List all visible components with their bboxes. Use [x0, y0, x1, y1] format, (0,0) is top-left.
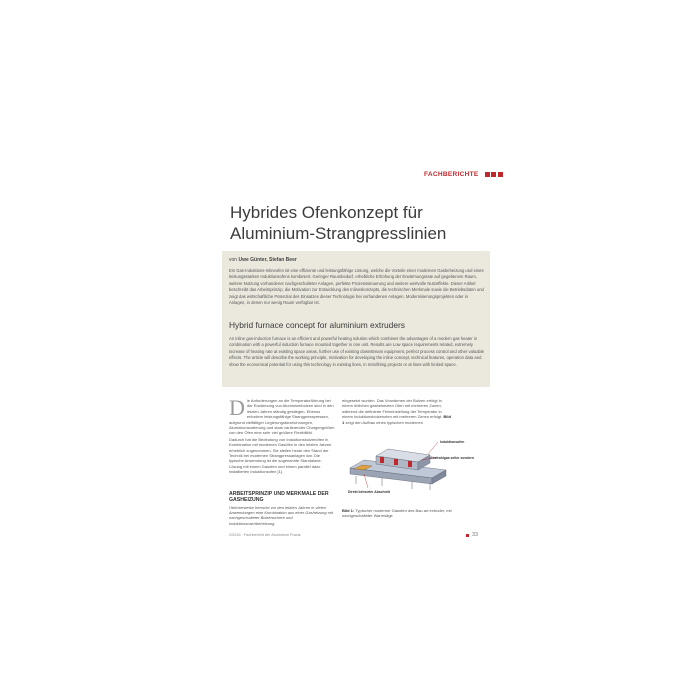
section-tag	[424, 171, 503, 178]
body-column-right	[342, 398, 452, 425]
section-marker-squares	[485, 172, 503, 177]
section-heading: ARBEITSPRINZIP UND MERKMALE DER GASHEIZUNG	[229, 491, 329, 503]
title-line-1: Hybrides Ofenkonzept für	[230, 203, 423, 222]
callout-gas: Abstrahlgas seiter sondern	[430, 456, 474, 460]
authors-names: Uwe Günter, Stefan Beer	[238, 257, 297, 263]
figure-caption	[342, 508, 454, 519]
english-title: Hybrid furnace concept for aluminium extruders	[229, 320, 405, 330]
authors-prefix: von	[229, 257, 238, 263]
abstract-german: Ein Gas-Induktions-Inlineofen ist eine effiziente und leistungsfähige Lösung, welche die Vorteile einer modernen Gasbeheizung und eines leistungsstarken Induktionsofens kombiniert. Geringer Raumbedarf, erhebliche Erhöhung der Erwärmungsrate auf gegebenem Raum, weitere Nutzung vorhandener nachgeschalteter Anlagen, perfekte Prozesssteuerung und weitere wertvolle Nutzeffekte. Dieser Artikel beschreibt das Arbeitsprinzip, die Motivation zur Entwicklung des Inlineskonzepts, die technischen Merkmale sowie die Betriebsdaten und zeigt das wirtschaftliche Potenzial des Einsatzes dieser Technologie bei vorhandenen Anlagen, Modernisierungsprojekten oder in Anlagen, in denen nur wenig Raum verfügbar ist.	[229, 268, 484, 306]
figure-reference: Bild 1	[342, 414, 451, 425]
article-title	[230, 202, 490, 244]
title-line-2: Aluminium-Strangpresslinien	[230, 224, 447, 243]
marker-square	[485, 172, 490, 177]
footer-publication: 2/2016 · Fachbericht der Aluminium Praxis	[229, 533, 301, 537]
col2-ref-text: zeigt den Aufbau eines typischen modernen	[345, 419, 423, 425]
footer-page	[466, 532, 478, 538]
caption-text: Typischer moderner Gasofen des Bau art extruder, mit nachgeschalteter Warmsäge	[342, 508, 452, 519]
page-marker	[466, 534, 469, 537]
callout-induction: Induktionsofen	[440, 440, 465, 444]
section-intro: Üblicherweise herrscht vor den letzten Jahren in vielen Anwendungen eine Kombination aus einer Gasheizung mit nachgeschalteter Bolzenschere und Induktionsnachbeheizung	[229, 505, 334, 526]
furnace-drawing	[350, 442, 446, 490]
caption-label: Bild 1:	[342, 508, 355, 513]
abstract-english: An inline gas-induction furnace is an efficient and powerful heating solution which combines the advantages of a modern gas heater in combination with a powerful induction furnace mounted together in one unit. Results are Low space requirements related, extremely increase of heating rate at existing space areas, further use of existing downstream equipment, perfect process control and other valuable effects. The article will describe the working principle, motivation for developing the inline concept, technical features, operation data and show the economical potential for using this technology in existing lines, in retrofitting projects or at lines with limited space.	[229, 336, 485, 367]
body-paragraph-1-text: ie Anforderungen an die Temperaturführung bei der Erwärmung von Aluminiumbolzen sind in den letzten Jahren ständig gestiegen. Ebenso erfordern leistungsfähige Strangpresspressen, aufgrund vielfältiger Legierungsbezeichnungen, Aluminiumsortierung und stark variierender Chargengrößen von den Öfen eine sehr viel größere Flexibilität.	[229, 398, 335, 436]
page-number: 33	[472, 532, 479, 538]
section-label: FACHBERICHTE	[424, 171, 479, 178]
marker-square	[491, 172, 496, 177]
body-paragraph-1	[229, 395, 335, 436]
body-column-left	[229, 395, 335, 476]
col2-text: eingesetzt wurden. Das Vorwärmen der Bolzen erfolgt in einem üblichen gasbeheizten Ofen mit mehreren Zonen, während die definierte Feineinstellung der Temperatur in einem Induktionsbolzenofen mit mehreren Zonen erfolgt.	[342, 398, 443, 420]
marker-square	[498, 172, 503, 177]
callout-shear: Direkt beheizter Abschnitt	[348, 490, 390, 494]
drop-cap: D	[229, 395, 245, 420]
authors-line	[229, 257, 297, 263]
body-paragraph-2: Dadurch hat die Bedeutung von Induktionsbolzenöfen in Kombination mit modernen Gasöfen in den letzten Jahren erheblich zugenommen. Sie stellen heute den Stand der Technik bei modernen Strangpressanlagen dar. Die typische Anwendung ist die sogenannte Standalone-Lösung mit einem Gasofen und einem parallel dazu installierten Induktionsofen [1].	[229, 436, 332, 475]
